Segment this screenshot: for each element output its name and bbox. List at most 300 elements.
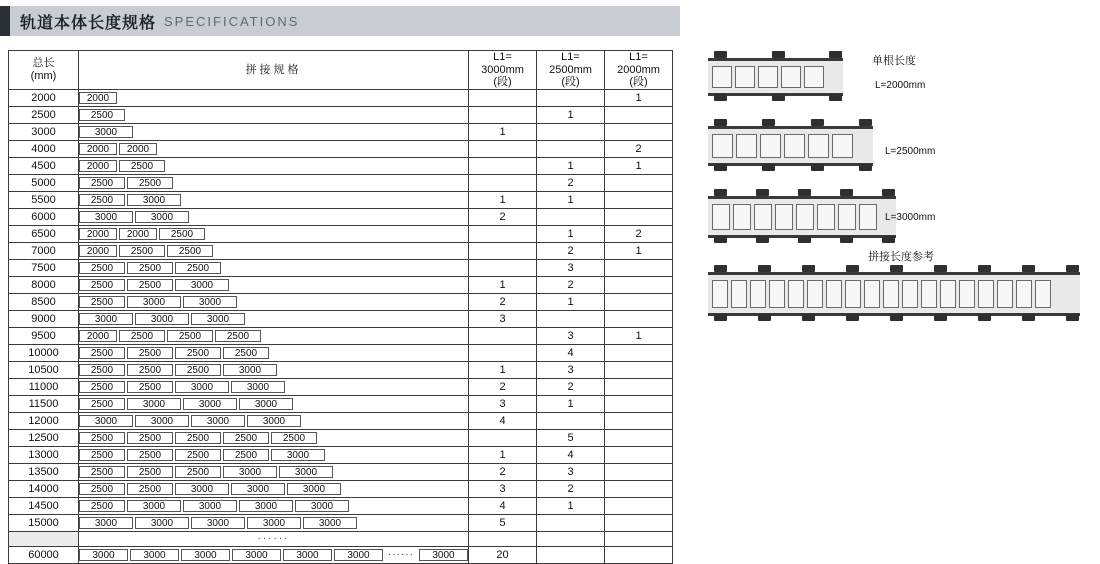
table-row [9,259,673,276]
segment-block: 2000 [119,228,157,240]
col-header-l1-3000-line2: 3000mm [481,63,524,76]
cell-l1-2000: 1 [605,242,673,259]
cell-total: 14000 [9,480,79,497]
cell-l1-3000: 1 [469,276,537,293]
cell-total: 12000 [9,412,79,429]
segment-block: 2500 [79,109,125,121]
cell-l1-2000 [605,208,673,225]
segment-block: 3000 [127,194,181,206]
cell-spec [79,174,469,191]
segment-block: 2500 [79,279,125,291]
cell-total: 12500 [9,429,79,446]
cell-l1-3000: 3 [469,395,537,412]
rail-bracket [714,189,727,196]
rail-cell [784,134,805,158]
segment-block: 2500 [79,364,125,376]
table-body [9,89,673,563]
cell-spec [79,327,469,344]
rail-cell [997,280,1013,308]
segment-block: 3000 [191,517,245,529]
rail-diagram [708,50,843,106]
cell-l1-2500: 2 [537,242,605,259]
rail-bracket [859,119,872,126]
cell-l1-3000: 2 [469,208,537,225]
cell-total: 9000 [9,310,79,327]
cell-spec [79,378,469,395]
table-row [9,276,673,293]
rail-bracket [978,314,991,321]
segment-block: 2500 [167,245,213,257]
rail-cell [845,280,861,308]
table-row [9,514,673,531]
segment-block: 3000 [231,381,285,393]
col-header-total-line1: 总长 [32,57,55,70]
rail-diagram [708,188,896,248]
col-header-l1-2000-line2: 2000mm [617,63,660,76]
illustration-combo-title: 拼接长度参考 [868,251,934,263]
segment-block: 2500 [79,432,125,444]
segment-block: 2500 [223,347,269,359]
cell-total: 8500 [9,293,79,310]
segment-block: 2500 [79,381,125,393]
cell-l1-3000 [469,429,537,446]
col-header-l1-3000 [469,51,537,90]
table-row [9,157,673,174]
rail-bracket [762,164,775,171]
cell-l1-2500 [537,412,605,429]
cell-spec [79,446,469,463]
rail-cell [902,280,918,308]
rail-bracket [1022,265,1035,272]
cell-total: 7000 [9,242,79,259]
cell-l1-3000 [469,225,537,242]
cell-spec [79,106,469,123]
rail-cell [758,66,778,88]
rail-cell [921,280,937,308]
rail-bracket [714,236,727,243]
table-row [9,429,673,446]
rail-cell [775,204,793,230]
cell-spec [79,361,469,378]
cell-total: 15000 [9,514,79,531]
table-row [9,106,673,123]
illustration-panel [690,36,1090,306]
table-row [9,174,673,191]
col-header-total [9,51,79,90]
cell-l1-2500: 2 [537,174,605,191]
cell-l1-3000: 3 [469,310,537,327]
segment-block: 3000 [135,211,189,223]
cell-l1-2500: 1 [537,106,605,123]
segment-block: 2000 [79,228,117,240]
cell-l1-2000 [605,310,673,327]
rail-cell [731,280,747,308]
cell-spec [79,242,469,259]
cell-l1-2000 [605,446,673,463]
cell-total: 5500 [9,191,79,208]
cell-l1-3000 [469,259,537,276]
rail-bracket [758,314,771,321]
cell-spec [79,225,469,242]
segment-block: 2500 [79,347,125,359]
rail-cell [808,134,829,158]
table-row [9,310,673,327]
rail-cell [750,280,766,308]
page-header [0,6,680,36]
cell-l1-2500 [537,531,605,546]
rail-bracket [890,265,903,272]
table-row [9,344,673,361]
segment-block: 3000 [283,549,332,561]
col-header-l1-2000-line1: L1= [629,51,648,63]
rail-bracket [714,51,727,58]
cell-l1-2000 [605,480,673,497]
table-row [9,208,673,225]
segment-block: 3000 [79,313,133,325]
rail-bracket [802,314,815,321]
table-row [9,191,673,208]
table-row [9,378,673,395]
rail-bracket [978,265,991,272]
cell-l1-2500: 1 [537,157,605,174]
rail-bracket [829,94,842,101]
rail-cell [760,134,781,158]
cell-spec [79,157,469,174]
segment-block: 3000 [127,398,181,410]
table-row [9,242,673,259]
cell-total: 13500 [9,463,79,480]
rail-bracket [859,164,872,171]
cell-total: 11000 [9,378,79,395]
cell-l1-3000: 2 [469,378,537,395]
cell-l1-3000 [469,106,537,123]
segment-block: 3000 [79,126,133,138]
cell-l1-2000 [605,106,673,123]
spec-table [8,50,673,564]
rail-cell [712,280,728,308]
cell-l1-2000 [605,361,673,378]
rail-bracket [811,164,824,171]
segment-block: 3000 [191,415,245,427]
cell-l1-2500 [537,546,605,563]
cell-spec [79,140,469,157]
segment-block: 2500 [175,432,221,444]
cell-l1-2000: 2 [605,225,673,242]
cell-l1-2500: 2 [537,378,605,395]
cell-l1-2500: 3 [537,361,605,378]
col-header-l1-2500-line3: (段) [561,76,580,89]
rail-bracket [846,265,859,272]
segment-block: 2000 [79,245,117,257]
rail-body [708,126,873,166]
rail-cell [807,280,823,308]
segment-block: 3000 [232,549,281,561]
segment-block: 3000 [239,500,293,512]
cell-l1-2500 [537,123,605,140]
rail-bracket [840,236,853,243]
table-row [9,327,673,344]
cell-spec [79,344,469,361]
segment-block: 3000 [175,381,229,393]
col-header-l1-2000 [605,51,673,90]
cell-l1-2000: 2 [605,140,673,157]
cell-total: 14500 [9,497,79,514]
rail-bracket [1066,314,1079,321]
rail-bracket [934,314,947,321]
rail-bracket [798,236,811,243]
segment-block: 3000 [79,211,133,223]
rail-length-label: L=2000mm [875,80,926,91]
rail-body [708,272,1080,316]
segment-block: 2500 [127,177,173,189]
table-row [9,463,673,480]
cell-l1-3000 [469,327,537,344]
cell-l1-3000 [469,174,537,191]
rail-cell [781,66,801,88]
segment-block: 3000 [135,415,189,427]
cell-l1-2000: 1 [605,89,673,106]
cell-l1-2000 [605,123,673,140]
rail-bracket [758,265,771,272]
segment-block: 3000 [127,296,181,308]
cell-total: 13000 [9,446,79,463]
cell-total: 10500 [9,361,79,378]
segment-block: 3000 [334,549,383,561]
cell-l1-2500: 3 [537,327,605,344]
cell-total: 10000 [9,344,79,361]
segment-block: 2500 [127,347,173,359]
table-row [9,395,673,412]
cell-spec [79,293,469,310]
segment-block: 3000 [79,415,133,427]
segment-block: 2500 [175,466,221,478]
table-row [9,225,673,242]
cell-l1-3000: 3 [469,480,537,497]
rail-cell [712,134,733,158]
rail-bracket [802,265,815,272]
cell-spec [79,89,469,106]
cell-l1-2500: 2 [537,480,605,497]
segment-block: 3000 [295,500,349,512]
rail-cell [838,204,856,230]
segment-block: 2500 [175,449,221,461]
cell-l1-2000 [605,378,673,395]
segment-block: 2500 [79,296,125,308]
cell-l1-2000 [605,412,673,429]
cell-total: 5000 [9,174,79,191]
rail-bracket [756,236,769,243]
segment-block: 3000 [79,549,128,561]
rail-cell [736,134,757,158]
cell-spec [79,429,469,446]
segment-block: 3000 [271,449,325,461]
cell-l1-3000: 4 [469,412,537,429]
col-header-l1-3000-line1: L1= [493,51,512,63]
table-row [9,89,673,106]
segment-block: 3000 [79,517,133,529]
segment-block: 2500 [79,194,125,206]
segment-block: 3000 [247,517,301,529]
cell-spec [79,480,469,497]
rail-bracket [714,164,727,171]
illustration-title: 单根长度 [872,55,916,67]
rail-bracket [714,119,727,126]
rail-bracket [882,189,895,196]
cell-total: 2500 [9,106,79,123]
rail-bracket [829,51,842,58]
segment-block: 2500 [175,262,221,274]
cell-l1-3000 [469,531,537,546]
cell-l1-2000 [605,463,673,480]
cell-l1-2000 [605,276,673,293]
cell-spec [79,310,469,327]
segment-block: 2500 [127,262,173,274]
header-accent-bar [0,6,10,36]
cell-total: 6500 [9,225,79,242]
cell-l1-2500 [537,310,605,327]
rail-cell [788,280,804,308]
cell-total: 4500 [9,157,79,174]
rail-bracket [762,119,775,126]
segment-block: 3000 [287,483,341,495]
cell-spec [79,259,469,276]
rail-bracket [798,189,811,196]
segment-block: 2500 [79,449,125,461]
rail-cell [712,204,730,230]
segment-block: 2500 [79,500,125,512]
segment-block: 2500 [79,262,125,274]
cell-total: 60000 [9,546,79,563]
segment-block: 2500 [127,381,173,393]
rail-bracket [890,314,903,321]
spec-table-wrapper [8,50,672,564]
segment-block: 3000 [183,500,237,512]
cell-l1-2000 [605,259,673,276]
segment-block: 3000 [223,364,277,376]
rail-cell [978,280,994,308]
segment-block: 3000 [231,483,285,495]
cell-l1-3000 [469,242,537,259]
rail-cell [832,134,853,158]
cell-spec [79,276,469,293]
rail-cell [754,204,772,230]
segment-block: 2500 [223,432,269,444]
segment-block: 2500 [79,177,125,189]
table-row [9,140,673,157]
segment-block: 2500 [215,330,261,342]
cell-l1-2500 [537,140,605,157]
table-row [9,446,673,463]
segment-block: 2000 [79,143,117,155]
segment-block: 3000 [135,517,189,529]
rail-bracket [772,51,785,58]
segment-block: 2500 [175,347,221,359]
cell-l1-3000: 1 [469,361,537,378]
segment-block: 3000 [175,279,229,291]
segment-block: 2500 [119,330,165,342]
segment-block: 3000 [279,466,333,478]
cell-total: 8000 [9,276,79,293]
cell-l1-2000 [605,514,673,531]
segment-block: 2500 [119,160,165,172]
rail-cell [712,66,732,88]
cell-l1-3000: 1 [469,446,537,463]
cell-l1-2500 [537,89,605,106]
segment-block: 3000 [247,415,301,427]
rail-cell [804,66,824,88]
cell-l1-3000: 1 [469,123,537,140]
cell-l1-2500: 5 [537,429,605,446]
cell-total: 2000 [9,89,79,106]
rail-diagram [708,118,873,176]
rail-cell [959,280,975,308]
segment-block: 2500 [223,449,269,461]
cell-total: 7500 [9,259,79,276]
rail-cell [817,204,835,230]
col-header-l1-3000-line3: (段) [493,76,512,89]
cell-l1-3000: 1 [469,191,537,208]
cell-l1-3000: 5 [469,514,537,531]
cell-l1-2000 [605,429,673,446]
cell-l1-2500: 1 [537,497,605,514]
cell-l1-3000 [469,344,537,361]
segment-block: 2500 [159,228,205,240]
rail-bracket [882,236,895,243]
cell-l1-2000 [605,531,673,546]
cell-l1-2500: 4 [537,344,605,361]
rail-diagram [708,264,1080,326]
cell-l1-2000 [605,293,673,310]
segment-block: 2500 [271,432,317,444]
cell-l1-3000: 4 [469,497,537,514]
cell-spec [79,463,469,480]
rail-length-label: L=3000mm [885,212,936,223]
cell-l1-2000 [605,546,673,563]
cell-spec [79,395,469,412]
rail-cell [826,280,842,308]
segment-block: 2500 [127,449,173,461]
cell-l1-3000: 20 [469,546,537,563]
rail-body [708,196,896,238]
rail-bracket [934,265,947,272]
col-header-spec: 拼接规格 [79,51,469,90]
segment-block: 3000 [130,549,179,561]
segment-block: 3000 [419,549,468,561]
segment-block: 2500 [79,466,125,478]
rail-cell [735,66,755,88]
segment-block: 2500 [167,330,213,342]
cell-total: 4000 [9,140,79,157]
rail-cell [796,204,814,230]
cell-total [9,531,79,546]
cell-l1-2500: 1 [537,293,605,310]
page-subtitle: SPECIFICATIONS [164,13,300,29]
segment-block: 3000 [191,313,245,325]
cell-l1-3000 [469,157,537,174]
rail-length-label: L=2500mm [885,146,936,157]
cell-l1-2000: 1 [605,157,673,174]
cell-l1-2000: 1 [605,327,673,344]
col-header-total-line2: (mm) [30,69,57,82]
col-header-l1-2500-line2: 2500mm [549,63,592,76]
rail-bracket [840,189,853,196]
table-row-ellipsis [9,531,673,546]
segment-block: 2500 [127,364,173,376]
rail-bracket [756,189,769,196]
segment-block: 3000 [127,500,181,512]
segment-block: 2000 [79,160,117,172]
segment-block: 2500 [119,245,165,257]
